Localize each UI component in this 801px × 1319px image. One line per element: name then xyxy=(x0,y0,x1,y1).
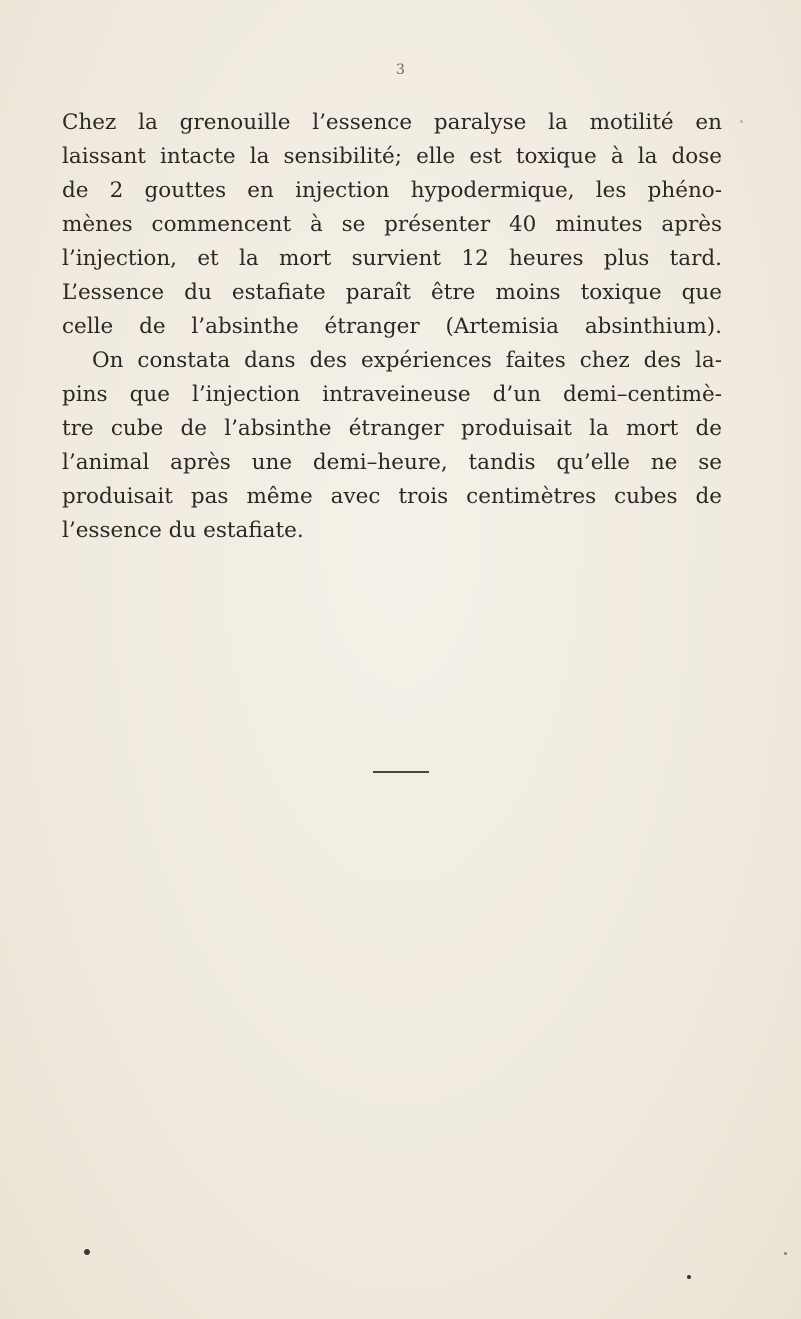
body-text xyxy=(62,106,722,548)
text-line: l’essence du estafiate. xyxy=(62,518,304,543)
page-number: 3 xyxy=(396,62,405,78)
text-line: On constata dans des expériences faites chez des la- xyxy=(92,348,722,373)
text-line: mènes commencent à se présenter 40 minutes après xyxy=(62,212,722,237)
paragraph-2 xyxy=(62,344,722,548)
text-line: tre cube de l’absinthe étranger produisait la mort de xyxy=(62,416,722,441)
ink-speck xyxy=(740,120,743,123)
section-divider xyxy=(373,771,429,773)
text-line: l’injection, et la mort survient 12 heures plus tard. xyxy=(62,246,722,271)
text-line: L’essence du estafiate paraît être moins toxique que xyxy=(62,280,722,305)
text-line: laissant intacte la sensibilité; elle est toxique à la dose xyxy=(62,144,722,169)
text-line: pins que l’injection intraveineuse d’un demi–centimè- xyxy=(62,382,722,407)
ink-speck xyxy=(687,1275,691,1279)
text-line: produisait pas même avec trois centimètres cubes de xyxy=(62,484,722,509)
ink-speck xyxy=(784,1252,787,1255)
text-line: Chez la grenouille l’essence paralyse la motilité en xyxy=(62,110,722,135)
ink-speck xyxy=(84,1249,90,1255)
text-line: l’animal après une demi–heure, tandis qu’elle ne se xyxy=(62,450,722,475)
text-line: celle de l’absinthe étranger (Artemisia absinthium). xyxy=(62,314,722,339)
text-line: de 2 gouttes en injection hypodermique, les phéno- xyxy=(62,178,722,203)
paragraph-1 xyxy=(62,106,722,344)
